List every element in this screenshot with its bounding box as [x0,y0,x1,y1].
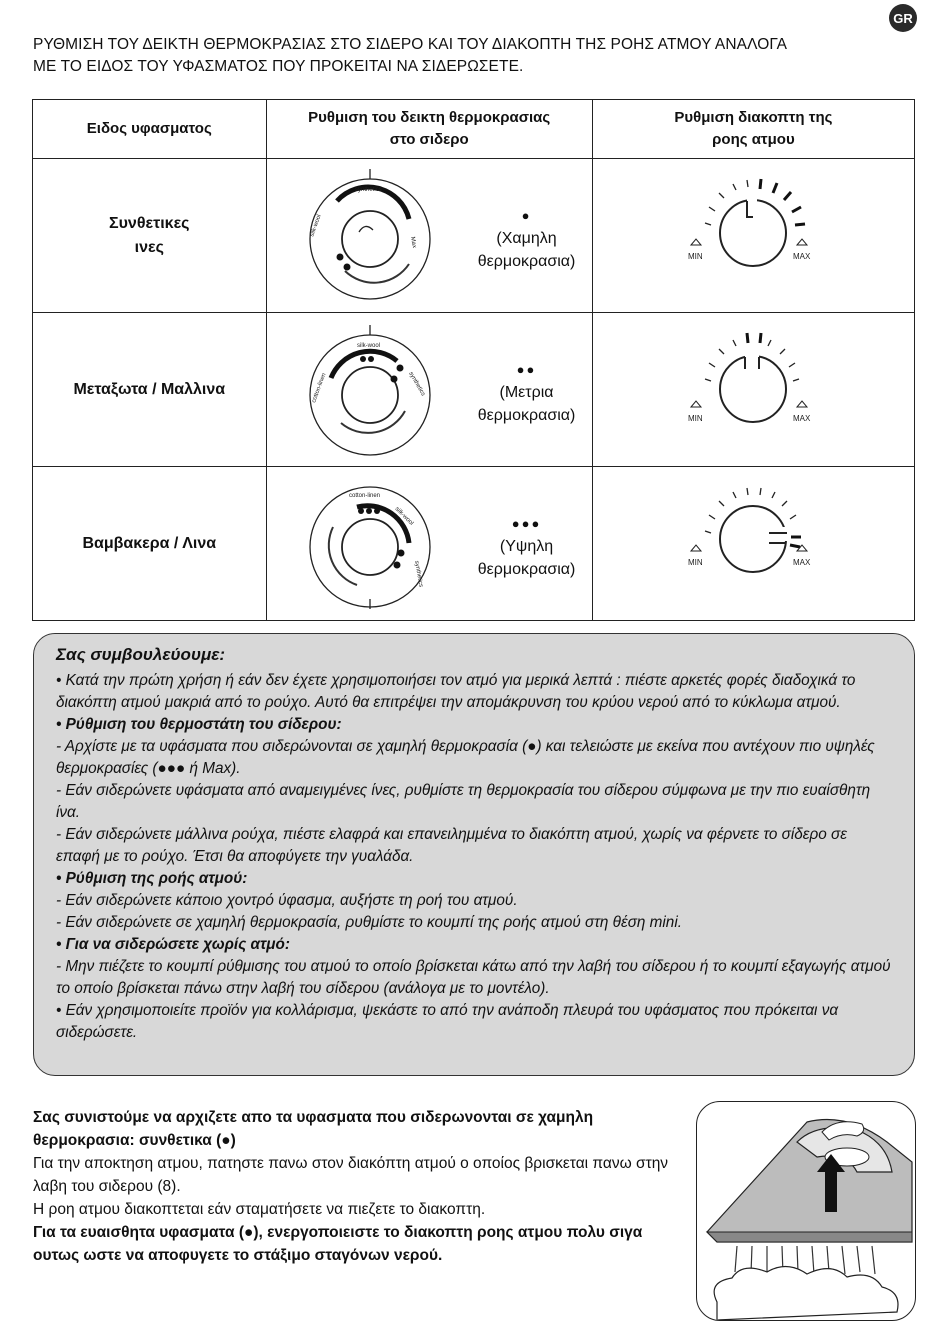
heading-line-1: ΡΥΘΜΙΣΗ ΤΟΥ ΔΕΙΚΤΗ ΘΕΡΜΟΚΡΑΣΙΑΣ ΣΤΟ ΣΙΔΕΡΟ ΚΑΙ ΤΟΥ ΔΙΑΚΟΠΤΗ ΤΗΣ ΡΟΗΣ ΑΤΜΟΥ ΑΝΑΛΟΓΑ [33,36,788,53]
dial-label-synthetics: synthetics [406,371,426,398]
temperature-dial-icon [297,477,447,612]
steam-max-label: MAX [792,252,811,261]
heading-line-2: ΜΕ ΤΟ ΕΙΔΟΣ ΤΟΥ ΥΦΑΣΜΑΤΟΣ ΠΟΥ ΠΡΟΚΕΙΤΑΙ ΝΑ ΣΙΔΕΡΩΣΕΤΕ. [33,58,524,75]
temperature-cell [266,313,592,467]
temperature-dots: ●●● [511,516,542,531]
steam-dial-icon [683,321,823,441]
advice-paragraph: - Μην πιέζετε το κουμπί ρύθμισης του ατμού το οποίο βρίσκεται κάτω από την λαβή του σίδερου ή το κουμπί εξαγωγής ατμού το οποίο βρίσκεται πάνω στην λαβή του σίδερου (ανάλογα με το μοντέλο). [56,958,891,997]
temperature-info: ●●● (Υψηλη θερμοκρασια) [447,515,607,581]
temperature-dots: ●● [516,362,537,377]
header-fabric: Ειδος υφασματος [33,100,267,159]
iron-illustration [696,1101,916,1321]
advice-subheading: • Ρύθμιση του θερμοστάτη του σίδερου: [56,716,342,733]
dial-label-silk-wool: silk-wool [356,343,380,349]
steam-min-label: MIN [687,558,703,567]
advice-paragraph: - Αρχίστε με τα υφάσματα που σιδερώνονται σε χαμηλή θερμοκρασία (●) και τελειώστε με εκείνα που αντέχουν πιο υψηλές θερμοκρασίες (●●● ή Max). [56,738,875,777]
temperature-cell [266,159,592,313]
dial-label-synthetics: synthetics [412,560,424,588]
language-badge: GR [889,4,917,32]
instruction-text: Για την αποκτηση ατμου, πατηστε πανω στον διακόπτη ατμού ο οποίος βρισκεται πανω στην λαβη του σιδερου (8). [33,1155,669,1195]
advice-box [33,633,915,1076]
advice-subheading: • Ρύθμιση της ροής ατμού: [56,870,248,887]
steam-max-label: MAX [792,414,811,423]
fabric-cell: Μεταξωτα / Μαλλινα [33,313,267,467]
header-steam: Ρυθμιση διακοπτη της ροης ατμου [592,100,914,159]
steam-dial-icon [683,475,823,595]
table-header-row [33,100,915,159]
steam-cell [592,313,914,467]
advice-subheading: • Για να σιδερώσετε χωρίς ατμό: [56,936,290,953]
header-temperature: Ρυθμιση του δεικτη θερμοκρασιας στο σιδερο [266,100,592,159]
dial-label-max: Max [408,236,417,249]
table-row [33,159,915,313]
dial-label-silk-wool: silk-wool [393,506,414,527]
dial-label-cotton-linen: cotton-linen [348,493,380,499]
instruction-text: Η ροη ατμου διακοπτεται εάν σταματήσετε να πιεζετε το διακοπτη. [33,1201,486,1218]
advice-paragraph: - Εάν σιδερώνετε σε χαμηλή θερμοκρασία, ρυθμίστε το κουμπί της ροής ατμού στη θέση mini. [56,914,682,931]
temperature-info: ●● (Μετρια θερμοκρασια) [447,361,607,427]
dial-label-cotton-linen: cotton-linen [310,372,328,404]
fabric-cell: Βαμβακερα / Λινα [33,467,267,621]
iron-steam-icon [697,1102,915,1320]
dial-label-silk-wool: silk-wool [308,214,323,238]
steam-cell [592,159,914,313]
steam-min-label: MIN [687,252,703,261]
temperature-dial-icon [297,323,447,458]
table-row [33,313,915,467]
advice-paragraph: • Εάν χρησιμοποιείτε προϊόν για κολλάρισμα, ψεκάστε το από την ανάποδη πλευρά του υφάσματος που πρόκειται να σιδερώσετε. [56,1002,839,1041]
settings-table [32,99,915,621]
steam-cell [592,467,914,621]
steam-max-label: MAX [792,558,811,567]
temperature-info: ● (Χαμηλη θερμοκρασια) [447,207,607,273]
advice-title: Σας συμβουλεύουμε: [56,645,226,664]
instruction-bold: Σας συνιστούμε να αρχιζετε απο τα υφασματα που σιδερωνονται σε χαμηλη θερμοκρασια: συνθετικα (●) [33,1109,594,1149]
temperature-cell [266,467,592,621]
page-heading [33,34,893,78]
advice-paragraph: - Εάν σιδερώνετε κάποιο χοντρό ύφασμα, αυξήστε τη ροή του ατμού. [56,892,518,909]
fabric-cell: Συνθετικες ινες [33,159,267,313]
dial-label-synthetics: synthetics [354,187,382,193]
steam-min-label: MIN [687,414,703,423]
bottom-instructions [33,1106,673,1267]
table-row [33,467,915,621]
advice-paragraph: • Κατά την πρώτη χρήση ή εάν δεν έχετε χρησιμοποιήσει τον ατμό για μερικά λεπτά : πιέστε αρκετές φορές διαδοχικά το διακόπτη ατμού μακριά από το ρούχο. Αυτό θα επιτρέψει την απομάκρυνση του κρύου νερού από το κύκλωμα ατμού. [56,672,856,711]
temperature-dial-icon [297,169,447,304]
steam-dial-icon [683,167,823,287]
instruction-bold: Για τα ευαισθητα υφασματα (●), ενεργοποιειστε το διακοπτη ροης ατμου πολυ σιγα ουτως ωστε να αποφυγετε το στάξιμο σταγόνων νερού. [33,1224,643,1264]
temperature-dots: ● [521,208,532,223]
advice-paragraph: - Εάν σιδερώνετε υφάσματα από αναμειγμένες ίνες, ρυθμίστε τη θερμοκρασία του σίδερου σύμφωνα με την πιο ευαίσθητη ίνα. [56,782,871,821]
advice-paragraph: - Εάν σιδερώνετε μάλλινα ρούχα, πιέστε ελαφρά και επανειλημμένα το διακόπτη ατμού, χωρίς να φέρνετε το σίδερο σε επαφή με το ρούχο. Έτσι θα αποφύγετε την γυαλάδα. [56,826,847,865]
